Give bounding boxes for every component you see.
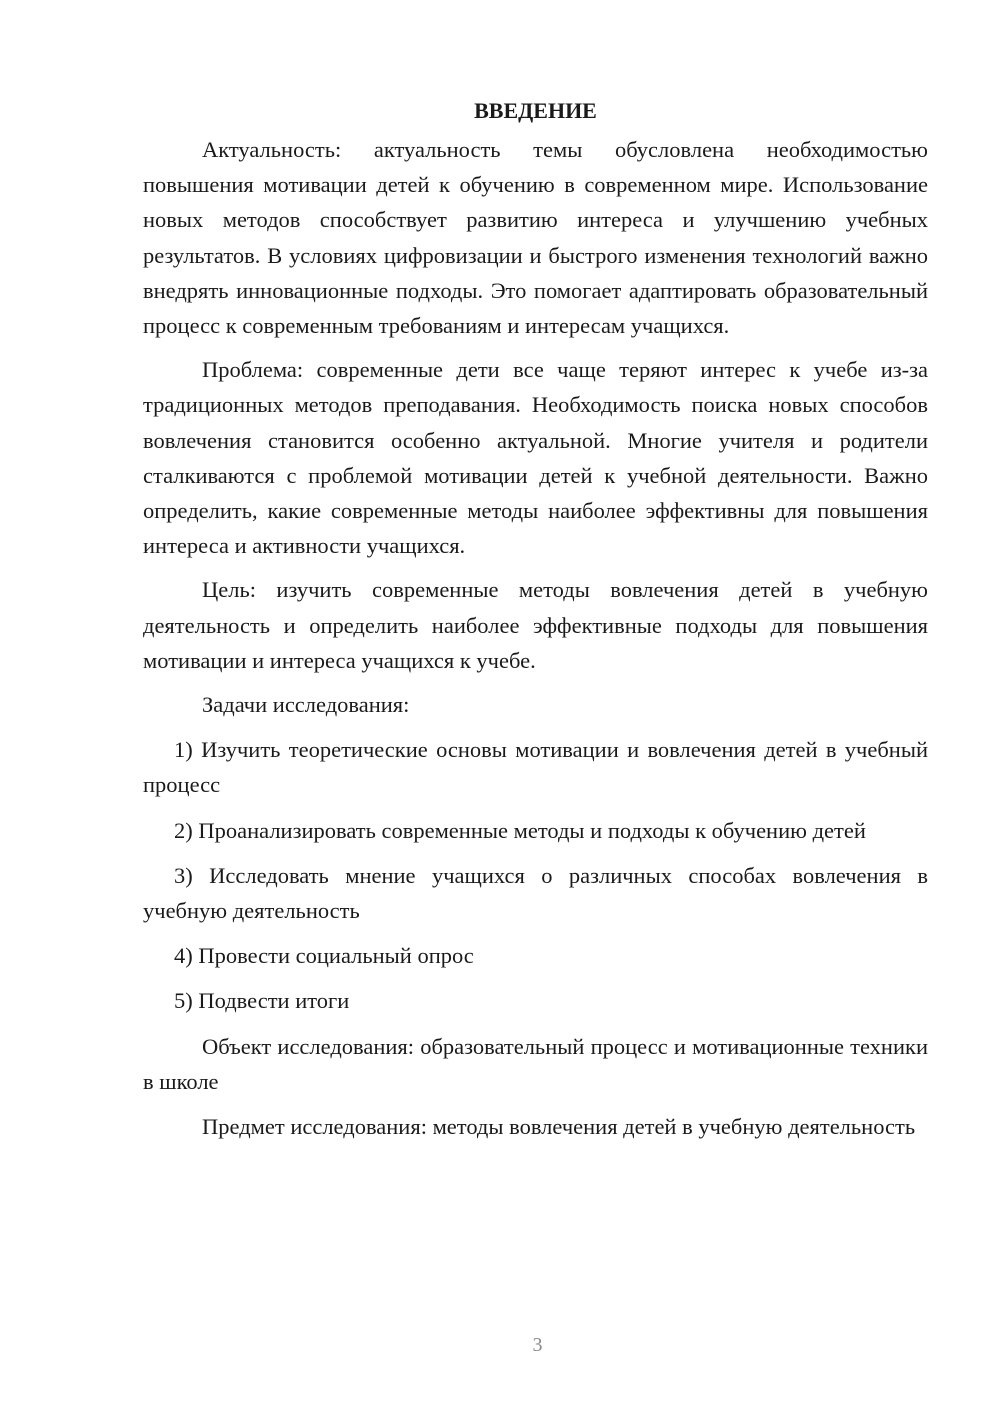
task-item-1: 1) Изучить теоретические основы мотивации и вовлечения детей в учебный процесс [143, 737, 928, 798]
subject-paragraph: Предмет исследования: методы вовлечения детей в учебную деятельность [202, 1114, 916, 1140]
task-item-3: 3) Исследовать мнение учащихся о различных способах вовлечения в учебную деятельность [143, 862, 928, 924]
goal-paragraph: Цель: изучить современные методы вовлечения детей в учебную деятельность и определить наиболее эффективные подходы для повышения мотивации и интереса учащихся к учебе. [143, 577, 928, 673]
document-page [143, 93, 928, 1144]
task-item-5: 5) Подвести итоги [174, 988, 350, 1014]
task-item-4: 4) Провести социальный опрос [174, 943, 474, 969]
problem-paragraph: Проблема: современные дети все чаще теряют интерес к учебе из-за традиционных методов преподавания. Необходимость поиска новых способов вовлечения становится особенно актуальной. Многие учителя и родители сталкиваются с проблемой мотивации детей к учебной деятельности. Важно определить, какие современные методы наиболее эффективны для повышения интереса и активности учащихся. [143, 357, 928, 559]
object-paragraph: Объект исследования: образовательный процесс и мотивационные техники в школе [143, 1033, 928, 1094]
relevance-paragraph: Актуальность: актуальность темы обусловлена необходимостью повышения мотивации детей к обучению в современном мире. Использование новых методов способствует развитию интереса и улучшению учебных результатов. В условиях цифровизации и быстрого изменения технологий важно внедрять инновационные подходы. Это помогает адаптировать образовательный процесс к современным требованиям и интересам учащихся. [143, 137, 928, 339]
page-number: 3 [532, 1334, 543, 1356]
section-title: ВВЕДЕНИЕ [474, 98, 597, 123]
tasks-heading: Задачи исследования: [202, 692, 410, 718]
task-item-2: 2) Проанализировать современные методы и подходы к обучению детей [174, 817, 866, 843]
